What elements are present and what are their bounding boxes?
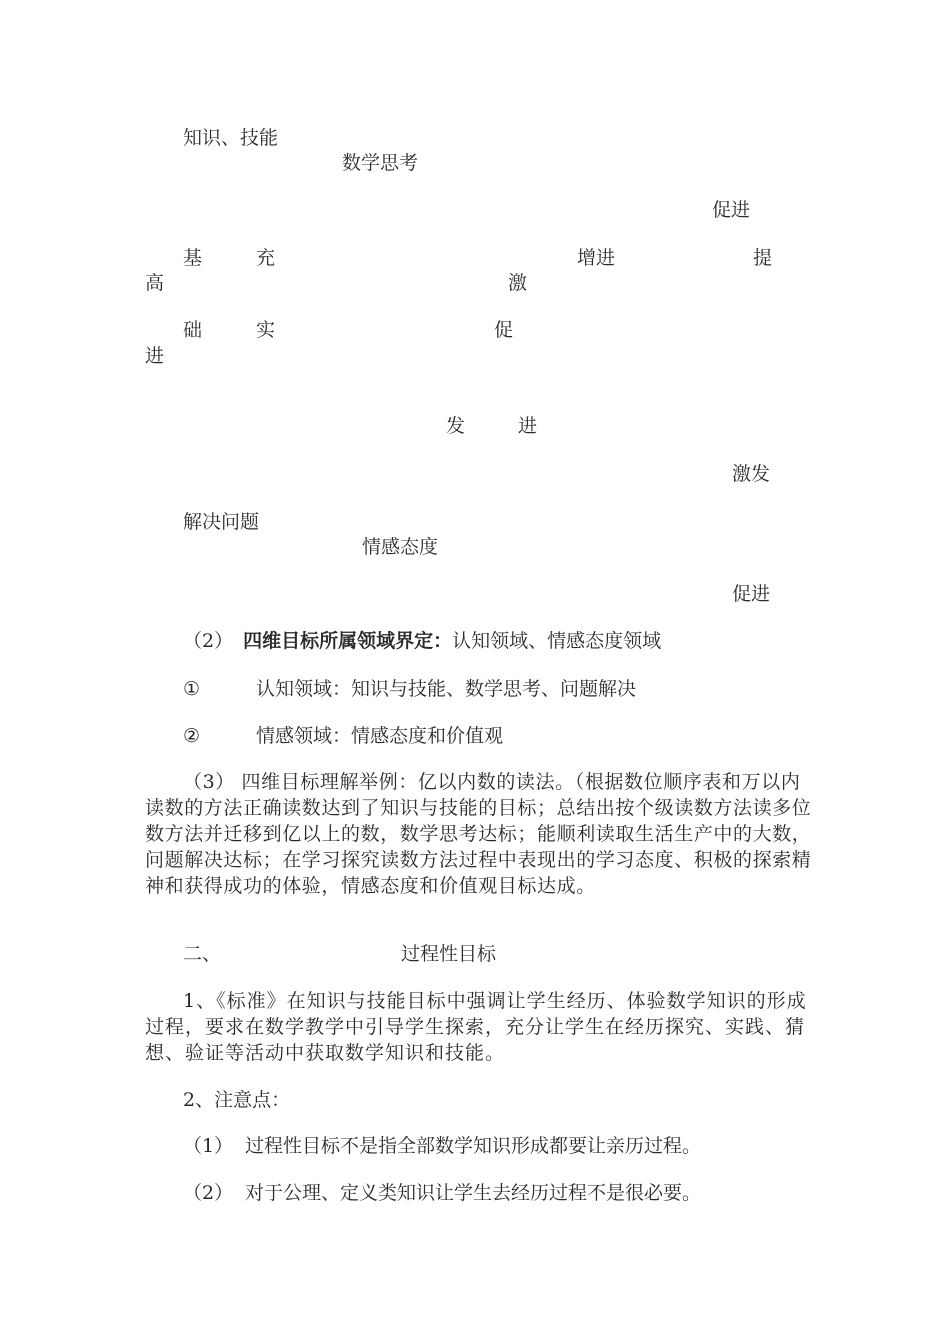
diagram-shi: 实 bbox=[256, 319, 276, 341]
section-3-paragraph: （3） 四维目标理解举例：亿以内数的读法。（根据数位顺序表和万以内读数的方法正确读数达到了知识与技能的目标；总结出按个级读数方法读多位数方法并迁移到亿以上的数，数学思考达标；能顺利读取生活生产中的大数，问题解决达标；在学习探究读数方法过程中表现出的学习态度、积极的探索精神和获得成功的体验，情感态度和价值观目标达成。 bbox=[145, 771, 812, 897]
heading-2-number: 二、 bbox=[183, 943, 222, 965]
diagram-chu: 础 bbox=[183, 319, 203, 341]
diagram-knowledge-skills: 知识、技能 bbox=[183, 127, 279, 149]
note-2-prefix: （2） bbox=[183, 1182, 234, 1204]
diagram-ji-excite: 激 bbox=[508, 272, 528, 294]
item-1-text: 认知领域：知识与技能、数学思考、问题解决 bbox=[256, 678, 637, 700]
point-1-paragraph: 1、《标准》在知识与技能目标中强调让学生经历、体验数学知识的形成过程，要求在数学教学中引导学生探索，充分让学生在经历探究、实践、猜想、验证等活动中获取数学知识和技能。 bbox=[145, 990, 807, 1064]
section-2-title-rest: 认知领域、情感态度领域 bbox=[452, 630, 662, 652]
diagram-jin-left: 进 bbox=[145, 345, 165, 367]
section-2-prefix: （2） bbox=[183, 630, 234, 652]
diagram-gao: 高 bbox=[145, 272, 165, 294]
diagram-ji: 基 bbox=[183, 247, 203, 269]
diagram-fa: 发 bbox=[446, 415, 466, 437]
diagram-emotion-attitude: 情感态度 bbox=[362, 536, 439, 558]
diagram-math-thinking: 数学思考 bbox=[342, 152, 419, 174]
diagram-zengjin: 增进 bbox=[577, 247, 616, 269]
note-2-text: 对于公理、定义类知识让学生去经历过程不是很必要。 bbox=[245, 1182, 702, 1204]
section-2-title-bold: 四维目标所属领域界定： bbox=[243, 630, 453, 652]
diagram-jin-mid: 进 bbox=[518, 415, 538, 437]
diagram-ti: 提 bbox=[753, 247, 773, 269]
diagram-promote-1: 促进 bbox=[712, 199, 751, 221]
diagram-jifa: 激发 bbox=[732, 463, 771, 485]
item-2-marker: ② bbox=[183, 725, 201, 747]
heading-2-title: 过程性目标 bbox=[401, 943, 497, 965]
point-2-text: 2、注意点： bbox=[183, 1089, 291, 1111]
item-1-marker: ① bbox=[183, 678, 201, 700]
note-1-text: 过程性目标不是指全部数学知识形成都要让亲历过程。 bbox=[245, 1135, 702, 1157]
note-1-prefix: （1） bbox=[183, 1135, 234, 1157]
section-2-heading bbox=[183, 629, 661, 653]
diagram-promote-2: 促进 bbox=[732, 583, 771, 605]
item-2-text: 情感领域：情感态度和价值观 bbox=[256, 725, 504, 747]
diagram-chong: 充 bbox=[256, 247, 276, 269]
diagram-cu: 促 bbox=[494, 319, 514, 341]
diagram-problem-solving: 解决问题 bbox=[183, 511, 260, 533]
